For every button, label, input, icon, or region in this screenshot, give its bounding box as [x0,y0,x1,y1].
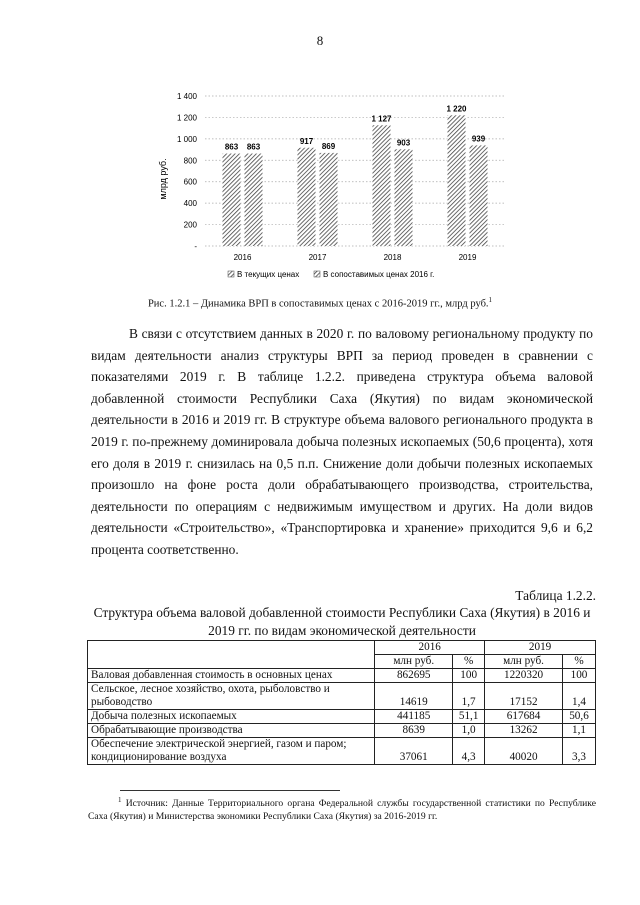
value-2019-cell: 13262 [485,724,563,738]
bar [298,148,316,246]
table-row [88,710,596,724]
data-label: 903 [396,138,411,148]
percent-2016-cell: 4,3 [453,738,485,765]
value-2016-cell: 441185 [375,710,453,724]
table-header-years [88,641,596,655]
value-2019-cell: 1220320 [485,669,563,683]
y-tick-label: 200 [183,220,197,230]
data-label: 869 [321,141,336,151]
footnote [88,794,596,823]
row-name-cell: Сельское, лесное хозяйство, охота, рыболовство и рыбоводство [88,683,375,710]
value-2016-cell: 14619 [375,683,453,710]
table-label: Таблица 1.2.2. [515,588,596,603]
header-year-2016: 2016 [375,641,485,655]
bar [448,115,466,246]
x-tick-label: 2018 [383,253,402,262]
header-unit: % [453,655,485,669]
y-axis-label: млрд руб. [158,158,168,200]
percent-2019-cell: 100 [563,669,596,683]
y-tick-label: 800 [183,156,197,166]
vat-structure-table [87,640,596,765]
page-number: 8 [316,33,324,48]
row-name-cell: Обрабатывающие производства [88,724,375,738]
data-label: 1 220 [446,104,467,114]
bar [223,154,241,246]
bar [245,154,263,246]
percent-2016-cell: 1,0 [453,724,485,738]
header-empty-cell [88,641,375,669]
caption-footnote-ref: 1 [488,296,493,304]
bar [395,149,413,246]
value-2016-cell: 8639 [375,724,453,738]
percent-2019-cell: 50,6 [563,710,596,724]
legend-swatch [228,271,234,277]
footnote-ref: 1 [118,796,122,804]
table-row [88,669,596,683]
header-unit: % [563,655,596,669]
percent-2019-cell: 1,4 [563,683,596,710]
y-tick-label: 400 [183,199,197,209]
legend-swatch [314,271,320,277]
value-2019-cell: 40020 [485,738,563,765]
value-2019-cell: 17152 [485,683,563,710]
y-tick-label: 1 400 [176,92,197,101]
footnote-separator [120,790,340,791]
data-label: 863 [246,142,261,152]
percent-2016-cell: 100 [453,669,485,683]
table-title: Структура объема валовой добавленной стоимости Республики Саха (Якутия) в 2016 и 2019 гг. по видам экономической деятельности [93,605,591,638]
percent-2019-cell: 1,1 [563,724,596,738]
figure-caption [0,296,640,310]
x-tick-label: 2017 [308,253,327,262]
row-name-cell: Обеспечение электрической энергией, газом и паром; кондиционирование воздуха [88,738,375,765]
table-row [88,683,596,710]
percent-2019-cell: 3,3 [563,738,596,765]
x-tick-label: 2016 [233,253,252,262]
table-row [88,738,596,765]
percent-2016-cell: 1,7 [453,683,485,710]
footnote-text: Источник: Данные Территориального органа Федеральной службы государственной статистики по Республике Саха (Якутия) и Министерства экономики Республики Саха (Якутия) за 2016-2019 гг. [88,798,596,822]
caption-text: Рис. 1.2.1 – Динамика ВРП в сопоставимых ценах с 2016-2019 гг., млрд руб. [147,298,489,310]
y-tick-label: 1 200 [176,113,197,123]
bar [320,153,338,246]
y-tick-label: 600 [183,177,197,187]
y-tick-label: 1 000 [176,134,197,144]
header-unit: млн руб. [485,655,563,669]
vrp-bar-chart [160,84,510,294]
value-2016-cell: 37061 [375,738,453,765]
table-row [88,724,596,738]
body-paragraph: В связи с отсутствием данных в 2020 г. по валовому региональному продукту по видам деятельности анализ структуры ВРП за период проведен в сравнении с показателями 2019 г. В таблице 1.2.2. приведена структура объема валовой добавленной стоимости Республики Саха (Якутия) по видам экономической деятельности в 2016 и 2019 гг. В структуре объема валового регионального продукта в 2019 г. по-прежнему доминировала добыча полезных ископаемых (50,6 процента), хотя его доля в 2019 г. снизилась на 0,5 п.п. Снижение доли добычи полезных ископаемых произошло на фоне роста доли обрабатывающего производства, строительства, деятельности по операциям с недвижимым имуществом и других. На доли видов деятельности «Строительство», «Транспортировка и хранение» приходится 9,6 и 6,2 процента соответственно. [91,326,593,557]
header-year-2019: 2019 [485,641,596,655]
bar [373,125,391,246]
y-tick-label: - [194,242,197,251]
data-label: 1 127 [371,114,392,124]
value-2016-cell: 862695 [375,669,453,683]
percent-2016-cell: 51,1 [453,710,485,724]
data-label: 863 [224,142,239,152]
legend-entry: В текущих ценах [237,270,300,279]
data-label: 939 [471,134,486,144]
header-unit: млн руб. [375,655,453,669]
row-name-cell: Добыча полезных ископаемых [88,710,375,724]
x-tick-label: 2019 [458,253,477,262]
data-label: 917 [299,136,314,146]
legend-entry: В сопоставимых ценах 2016 г. [323,270,435,279]
row-name-cell: Валовая добавленная стоимость в основных ценах [88,669,375,683]
value-2019-cell: 617684 [485,710,563,724]
bar [470,145,488,246]
